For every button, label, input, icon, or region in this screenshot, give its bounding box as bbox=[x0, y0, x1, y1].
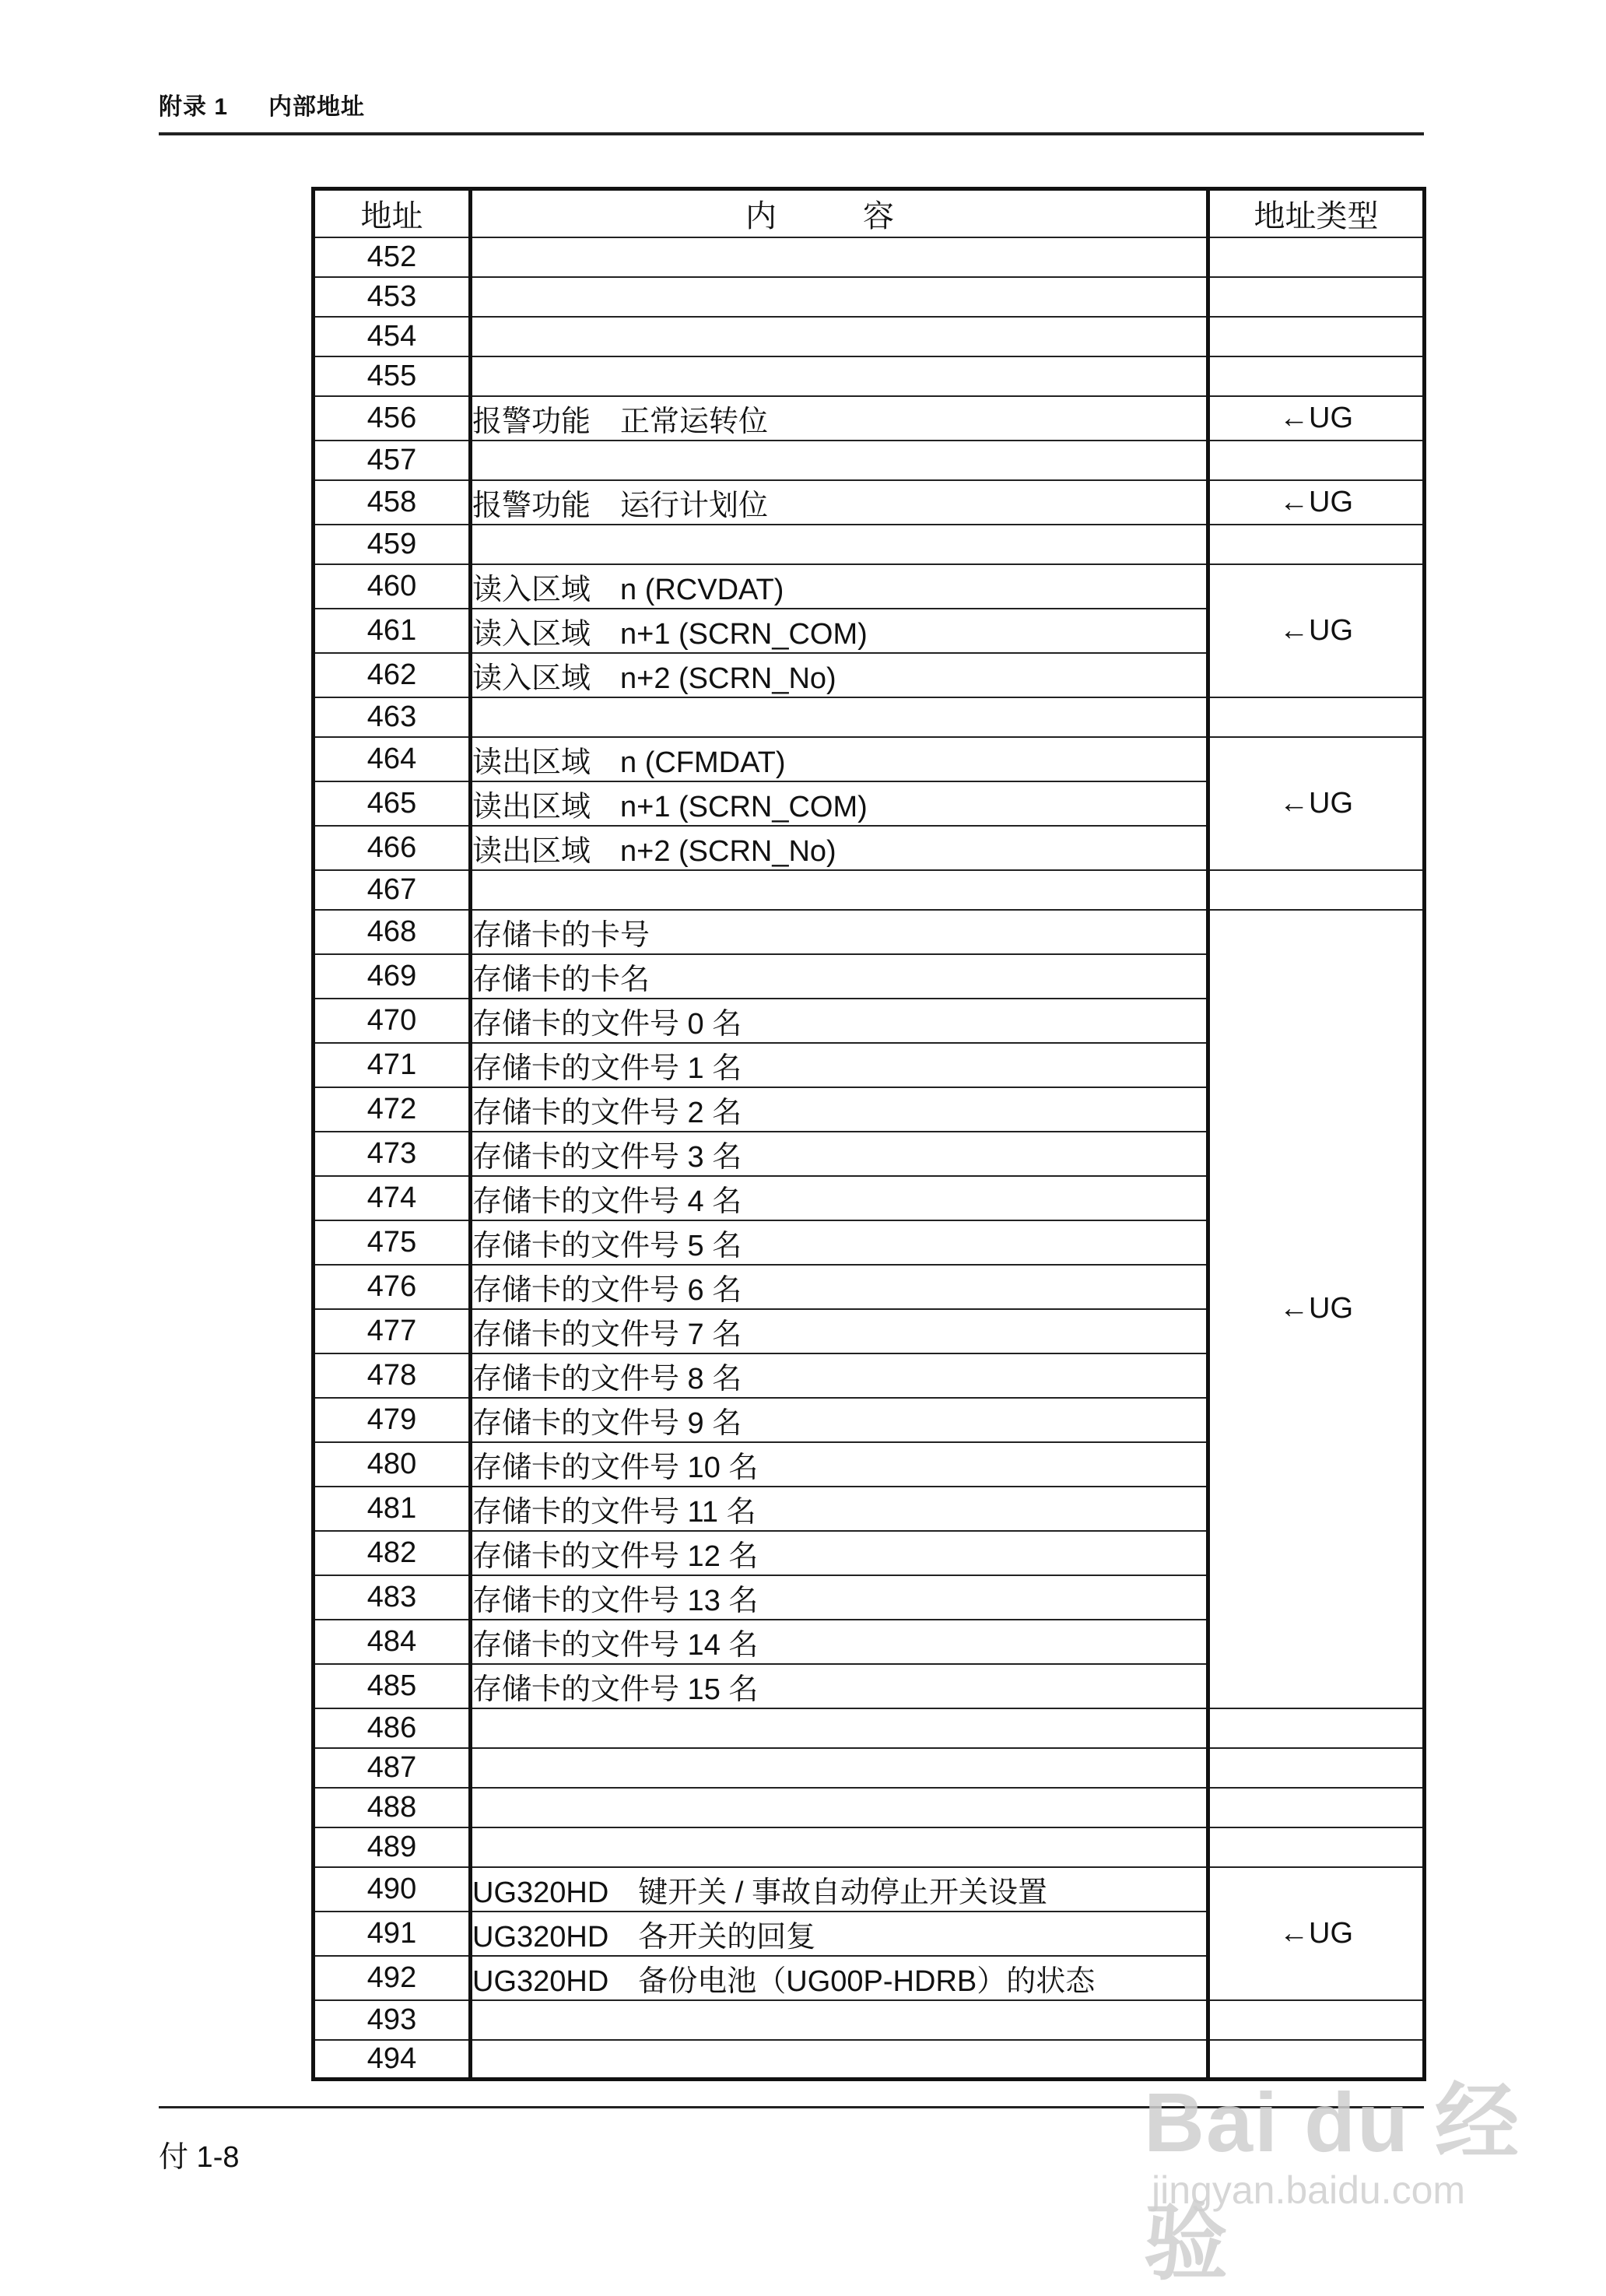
address-cell: 464 bbox=[314, 737, 471, 781]
address-cell: 488 bbox=[314, 1788, 471, 1827]
content-cell bbox=[471, 441, 1208, 480]
table-row bbox=[314, 1708, 1425, 1748]
address-cell: 453 bbox=[314, 277, 471, 317]
address-cell: 491 bbox=[314, 1912, 471, 1956]
address-table bbox=[311, 187, 1426, 2081]
address-type-cell: ←UG bbox=[1208, 564, 1425, 697]
address-type-cell bbox=[1208, 237, 1425, 277]
content-cell: 读入区域 n+1 (SCRN_COM) bbox=[471, 609, 1208, 653]
address-cell: 486 bbox=[314, 1708, 471, 1748]
content-cell: 存储卡的卡名 bbox=[471, 954, 1208, 999]
content-cell: 存储卡的文件号 0 名 bbox=[471, 999, 1208, 1043]
table-row bbox=[314, 737, 1425, 781]
content-cell: 存储卡的文件号 4 名 bbox=[471, 1176, 1208, 1220]
content-cell: 存储卡的文件号 3 名 bbox=[471, 1132, 1208, 1176]
table-row bbox=[314, 910, 1425, 954]
col-header-address: 地址 bbox=[314, 189, 471, 237]
table-row bbox=[314, 2000, 1425, 2040]
content-cell bbox=[471, 697, 1208, 737]
content-cell: UG320HD 备份电池（UG00P-HDRB）的状态 bbox=[471, 1956, 1208, 2000]
address-type-cell bbox=[1208, 870, 1425, 910]
address-cell: 470 bbox=[314, 999, 471, 1043]
content-cell: 存储卡的文件号 11 名 bbox=[471, 1487, 1208, 1531]
table-body bbox=[314, 237, 1425, 2080]
address-cell: 463 bbox=[314, 697, 471, 737]
content-cell bbox=[471, 1708, 1208, 1748]
header-rule bbox=[159, 132, 1424, 135]
address-type-cell: ←UG bbox=[1208, 396, 1425, 441]
table-row bbox=[314, 277, 1425, 317]
table-row bbox=[314, 1748, 1425, 1788]
content-cell: 报警功能 运行计划位 bbox=[471, 480, 1208, 525]
table-header-row bbox=[314, 189, 1425, 237]
address-type-cell: ←UG bbox=[1208, 910, 1425, 1708]
address-cell: 466 bbox=[314, 826, 471, 870]
address-type-cell bbox=[1208, 1788, 1425, 1827]
table-row bbox=[314, 396, 1425, 441]
header-section: 附录 1 bbox=[159, 94, 229, 120]
content-cell: 存储卡的文件号 8 名 bbox=[471, 1353, 1208, 1398]
address-cell: 493 bbox=[314, 2000, 471, 2040]
address-cell: 471 bbox=[314, 1043, 471, 1087]
address-cell: 461 bbox=[314, 609, 471, 653]
address-cell: 459 bbox=[314, 525, 471, 564]
content-cell bbox=[471, 2000, 1208, 2040]
address-type-cell bbox=[1208, 441, 1425, 480]
address-cell: 487 bbox=[314, 1748, 471, 1788]
address-cell: 489 bbox=[314, 1827, 471, 1867]
address-type-cell bbox=[1208, 1748, 1425, 1788]
address-cell: 455 bbox=[314, 356, 471, 396]
content-cell: 读出区域 n+2 (SCRN_No) bbox=[471, 826, 1208, 870]
address-type-cell bbox=[1208, 697, 1425, 737]
content-cell bbox=[471, 1827, 1208, 1867]
content-cell: 存储卡的文件号 15 名 bbox=[471, 1664, 1208, 1708]
address-cell: 478 bbox=[314, 1353, 471, 1398]
address-cell: 482 bbox=[314, 1531, 471, 1575]
address-type-cell bbox=[1208, 525, 1425, 564]
address-cell: 472 bbox=[314, 1087, 471, 1132]
address-cell: 477 bbox=[314, 1309, 471, 1353]
address-cell: 452 bbox=[314, 237, 471, 277]
address-type-cell: ←UG bbox=[1208, 737, 1425, 870]
address-cell: 480 bbox=[314, 1442, 471, 1487]
address-cell: 485 bbox=[314, 1664, 471, 1708]
content-cell: 存储卡的文件号 1 名 bbox=[471, 1043, 1208, 1087]
address-cell: 454 bbox=[314, 317, 471, 356]
col-header-type: 地址类型 bbox=[1208, 189, 1425, 237]
content-cell: 读入区域 n+2 (SCRN_No) bbox=[471, 653, 1208, 697]
content-cell bbox=[471, 870, 1208, 910]
table-row bbox=[314, 441, 1425, 480]
content-cell: 存储卡的文件号 6 名 bbox=[471, 1265, 1208, 1309]
address-type-cell: ←UG bbox=[1208, 480, 1425, 525]
watermark-url: jingyan.baidu.com bbox=[1152, 2168, 1466, 2212]
content-cell: 存储卡的卡号 bbox=[471, 910, 1208, 954]
content-cell bbox=[471, 277, 1208, 317]
table-row bbox=[314, 1827, 1425, 1867]
content-cell: 读出区域 n+1 (SCRN_COM) bbox=[471, 781, 1208, 826]
address-type-cell bbox=[1208, 317, 1425, 356]
address-type-cell bbox=[1208, 2000, 1425, 2040]
col-header-content bbox=[471, 189, 1208, 237]
content-cell bbox=[471, 1788, 1208, 1827]
content-cell bbox=[471, 317, 1208, 356]
col-header-content-label: 内 容 bbox=[745, 198, 934, 233]
content-cell: UG320HD 各开关的回复 bbox=[471, 1912, 1208, 1956]
content-cell: 存储卡的文件号 14 名 bbox=[471, 1620, 1208, 1664]
content-cell: UG320HD 键开关 / 事故自动停止开关设置 bbox=[471, 1867, 1208, 1912]
address-cell: 468 bbox=[314, 910, 471, 954]
content-cell: 存储卡的文件号 13 名 bbox=[471, 1575, 1208, 1620]
table-row bbox=[314, 356, 1425, 396]
content-cell: 读出区域 n (CFMDAT) bbox=[471, 737, 1208, 781]
address-type-cell bbox=[1208, 1708, 1425, 1748]
content-cell: 存储卡的文件号 2 名 bbox=[471, 1087, 1208, 1132]
content-cell: 存储卡的文件号 12 名 bbox=[471, 1531, 1208, 1575]
address-cell: 494 bbox=[314, 2040, 471, 2080]
address-type-cell bbox=[1208, 356, 1425, 396]
watermark-logo: Bai du 经验 bbox=[1144, 2075, 1521, 2290]
address-cell: 456 bbox=[314, 396, 471, 441]
table-row bbox=[314, 237, 1425, 277]
page-number: 付 1-8 bbox=[159, 2141, 240, 2174]
address-cell: 462 bbox=[314, 653, 471, 697]
address-cell: 476 bbox=[314, 1265, 471, 1309]
content-cell bbox=[471, 1748, 1208, 1788]
address-cell: 457 bbox=[314, 441, 471, 480]
content-cell: 报警功能 正常运转位 bbox=[471, 396, 1208, 441]
address-type-cell bbox=[1208, 1827, 1425, 1867]
table-row bbox=[314, 480, 1425, 525]
table-row bbox=[314, 697, 1425, 737]
address-cell: 484 bbox=[314, 1620, 471, 1664]
content-cell bbox=[471, 525, 1208, 564]
address-type-cell: ←UG bbox=[1208, 1867, 1425, 2000]
table-row bbox=[314, 870, 1425, 910]
address-cell: 492 bbox=[314, 1956, 471, 2000]
content-cell bbox=[471, 356, 1208, 396]
address-cell: 475 bbox=[314, 1220, 471, 1265]
address-cell: 483 bbox=[314, 1575, 471, 1620]
page-header bbox=[159, 87, 365, 121]
content-cell: 存储卡的文件号 5 名 bbox=[471, 1220, 1208, 1265]
address-cell: 458 bbox=[314, 480, 471, 525]
table-row bbox=[314, 564, 1425, 609]
address-cell: 481 bbox=[314, 1487, 471, 1531]
table-row bbox=[314, 1867, 1425, 1912]
address-cell: 465 bbox=[314, 781, 471, 826]
address-cell: 474 bbox=[314, 1176, 471, 1220]
address-cell: 469 bbox=[314, 954, 471, 999]
content-cell: 存储卡的文件号 10 名 bbox=[471, 1442, 1208, 1487]
content-cell: 存储卡的文件号 9 名 bbox=[471, 1398, 1208, 1442]
address-cell: 467 bbox=[314, 870, 471, 910]
address-cell: 473 bbox=[314, 1132, 471, 1176]
content-cell bbox=[471, 2040, 1208, 2080]
content-cell bbox=[471, 237, 1208, 277]
content-cell: 读入区域 n (RCVDAT) bbox=[471, 564, 1208, 609]
table-row bbox=[314, 317, 1425, 356]
address-type-cell bbox=[1208, 277, 1425, 317]
address-cell: 479 bbox=[314, 1398, 471, 1442]
table-row bbox=[314, 1788, 1425, 1827]
header-title: 内部地址 bbox=[268, 94, 366, 120]
table-row bbox=[314, 525, 1425, 564]
address-cell: 490 bbox=[314, 1867, 471, 1912]
content-cell: 存储卡的文件号 7 名 bbox=[471, 1309, 1208, 1353]
address-cell: 460 bbox=[314, 564, 471, 609]
